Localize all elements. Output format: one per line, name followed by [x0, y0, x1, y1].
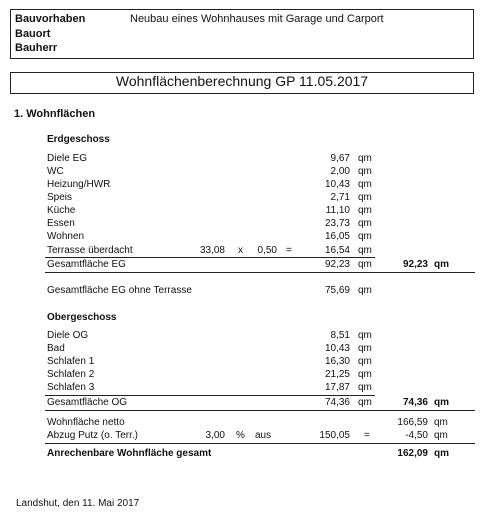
eg-total-sum: 92,23 [402, 259, 428, 270]
room-area: 10,43 [324, 179, 350, 190]
eg-sum-line [45, 257, 375, 258]
room-name: Schlafen 1 [47, 356, 95, 367]
abzug-underline [45, 443, 475, 444]
room-name: Schlafen 2 [47, 369, 95, 380]
room-unit: qm [358, 153, 372, 164]
abzug-base: 150,05 [319, 430, 350, 441]
room-area: 23,73 [324, 218, 350, 229]
eg-without-terrace-unit: qm [358, 285, 372, 296]
eg-terrace-unit: qm [358, 245, 372, 256]
room-area: 16,05 [324, 231, 350, 242]
eg-total-underline [45, 272, 475, 273]
eg-terrace-label: Terrasse überdacht [47, 245, 133, 256]
abzug-aus: aus [255, 430, 272, 441]
eg-terrace-value: 16,54 [324, 245, 350, 256]
gesamt-sum: 162,09 [397, 448, 428, 459]
abzug-sum: -4,50 [405, 430, 428, 441]
header-label-bauherr: Bauherr [15, 42, 58, 54]
header-label-bauvorhaben: Bauvorhaben [15, 13, 86, 25]
footer-place-date: Landshut, den 11. Mai 2017 [16, 498, 140, 509]
room-name: Wohnen [47, 231, 85, 242]
eg-total-label: Gesamtfläche EG [47, 259, 126, 270]
room-name: Küche [47, 205, 76, 216]
room-name: Diele OG [47, 330, 89, 341]
og-heading: Obergeschoss [47, 312, 117, 323]
room-name: Heizung/HWR [47, 179, 111, 190]
room-unit: qm [358, 369, 372, 380]
og-total-label: Gesamtfläche OG [47, 397, 128, 408]
netto-label: Wohnfläche netto [47, 417, 125, 428]
room-unit: qm [358, 192, 372, 203]
og-total-underline [45, 410, 475, 411]
room-name: WC [47, 166, 64, 177]
room-unit: qm [358, 343, 372, 354]
eg-total-sum-unit: qm [434, 259, 449, 270]
room-area: 9,67 [330, 153, 350, 164]
eg-total-unit: qm [358, 259, 372, 270]
page-title: Wohnflächenberechnung GP 11.05.2017 [115, 73, 369, 89]
eg-terrace-area: 33,08 [199, 245, 225, 256]
abzug-percent-sign: % [236, 430, 245, 441]
netto-sum: 166,59 [397, 417, 428, 428]
room-unit: qm [358, 382, 372, 393]
eg-heading: Erdgeschoss [47, 134, 110, 145]
og-sum-line [45, 395, 375, 396]
abzug-percent: 3,00 [205, 430, 225, 441]
room-name: Schlafen 3 [47, 382, 95, 393]
og-total-sum-unit: qm [434, 397, 449, 408]
room-name: Bad [47, 343, 65, 354]
gesamt-sum-unit: qm [434, 448, 449, 459]
og-total-unit: qm [358, 397, 372, 408]
room-area: 17,87 [324, 382, 350, 393]
header-label-bauort: Bauort [15, 28, 51, 40]
eg-terrace-x: x [238, 245, 243, 256]
room-unit: qm [358, 166, 372, 177]
room-area: 21,25 [324, 369, 350, 380]
room-unit: qm [358, 356, 372, 367]
og-total-sum: 74,36 [402, 397, 428, 408]
netto-sum-unit: qm [434, 417, 448, 428]
eg-without-terrace-label: Gesamtfläche EG ohne Terrasse [47, 285, 192, 296]
room-area: 11,10 [325, 205, 350, 216]
header-value-bauvorhaben: Neubau eines Wohnhauses mit Garage und Carport [130, 13, 384, 25]
room-name: Essen [47, 218, 75, 229]
eg-terrace-factor: 0,50 [257, 245, 277, 256]
room-area: 10,43 [324, 343, 350, 354]
eg-without-terrace-value: 75,69 [324, 285, 350, 296]
abzug-eq: = [364, 430, 370, 441]
room-unit: qm [358, 330, 372, 341]
room-area: 8,51 [330, 330, 350, 341]
room-area: 2,00 [330, 166, 350, 177]
room-area: 16,30 [324, 356, 350, 367]
room-unit: qm [358, 179, 372, 190]
eg-terrace-eq: = [286, 245, 292, 256]
section-heading: 1. Wohnflächen [14, 108, 96, 120]
gesamt-label: Anrechenbare Wohnfläche gesamt [47, 448, 212, 459]
og-total-value: 74,36 [324, 397, 350, 408]
eg-total-value: 92,23 [324, 259, 350, 270]
room-unit: qm [358, 231, 372, 242]
room-unit: qm [358, 218, 372, 229]
abzug-sum-unit: qm [434, 430, 448, 441]
room-name: Diele EG [47, 153, 88, 164]
room-unit: qm [358, 205, 372, 216]
room-name: Speis [47, 192, 73, 203]
room-area: 2,71 [330, 192, 350, 203]
abzug-label: Abzug Putz (o. Terr.) [47, 430, 138, 441]
